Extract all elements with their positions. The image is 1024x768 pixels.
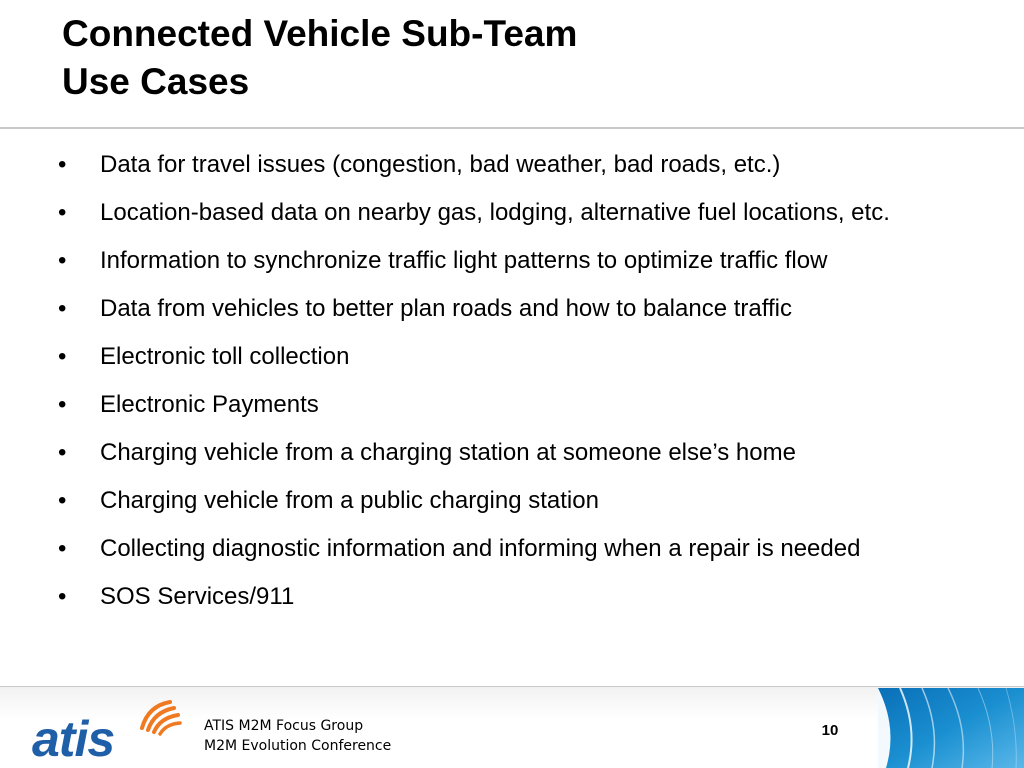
bullet-item bbox=[58, 292, 1008, 326]
page-number: 10 bbox=[821, 722, 839, 739]
bullet-text: Electronic toll collection bbox=[100, 343, 350, 370]
bullet-glyph: • bbox=[58, 199, 67, 226]
bullet-glyph: • bbox=[58, 487, 67, 514]
bullet-item bbox=[58, 388, 1008, 422]
corner-decoration-icon bbox=[878, 688, 1024, 768]
bullet-item bbox=[58, 196, 1008, 230]
bullet-item bbox=[58, 484, 1008, 518]
title-divider bbox=[0, 127, 1024, 129]
bullet-glyph: • bbox=[58, 247, 67, 274]
footer-org-line-2: M2M Evolution Conference bbox=[204, 738, 392, 754]
bullet-glyph: • bbox=[58, 151, 67, 178]
bullet-item bbox=[58, 340, 1008, 374]
bullet-glyph: • bbox=[58, 583, 67, 610]
logo-wordmark: atis bbox=[32, 711, 115, 762]
slide-title bbox=[62, 10, 962, 106]
slide-title-line-1: Connected Vehicle Sub-Team bbox=[62, 13, 578, 54]
bullet-text: Data for travel issues (congestion, bad weather, bad roads, etc.) bbox=[100, 151, 781, 178]
bullet-text: Collecting diagnostic information and informing when a repair is needed bbox=[100, 535, 861, 562]
footer-organization bbox=[204, 716, 391, 756]
bullet-text: Charging vehicle from a public charging station bbox=[100, 487, 599, 514]
bullet-text: Electronic Payments bbox=[100, 391, 319, 418]
bullet-glyph: • bbox=[58, 295, 67, 322]
bullet-text: SOS Services/911 bbox=[100, 583, 295, 610]
bullet-list bbox=[58, 148, 1008, 628]
bullet-item bbox=[58, 436, 1008, 470]
bullet-glyph: • bbox=[58, 535, 67, 562]
logo-swoosh-icon bbox=[142, 702, 180, 734]
footer-org-line-1: ATIS M2M Focus Group bbox=[204, 718, 364, 734]
bullet-item bbox=[58, 580, 1008, 614]
bullet-glyph: • bbox=[58, 343, 67, 370]
bullet-item bbox=[58, 148, 1008, 182]
bullet-glyph: • bbox=[58, 391, 67, 418]
atis-logo bbox=[30, 698, 190, 762]
bullet-text: Information to synchronize traffic light patterns to optimize traffic flow bbox=[100, 247, 828, 274]
bullet-item bbox=[58, 244, 1008, 278]
slide-title-line-2: Use Cases bbox=[62, 61, 250, 102]
bullet-text: Charging vehicle from a charging station at someone else’s home bbox=[100, 439, 796, 466]
bullet-text: Data from vehicles to better plan roads and how to balance traffic bbox=[100, 295, 792, 322]
bullet-text: Location-based data on nearby gas, lodging, alternative fuel locations, etc. bbox=[100, 199, 890, 226]
bullet-item bbox=[58, 532, 1008, 566]
bullet-glyph: • bbox=[58, 439, 67, 466]
